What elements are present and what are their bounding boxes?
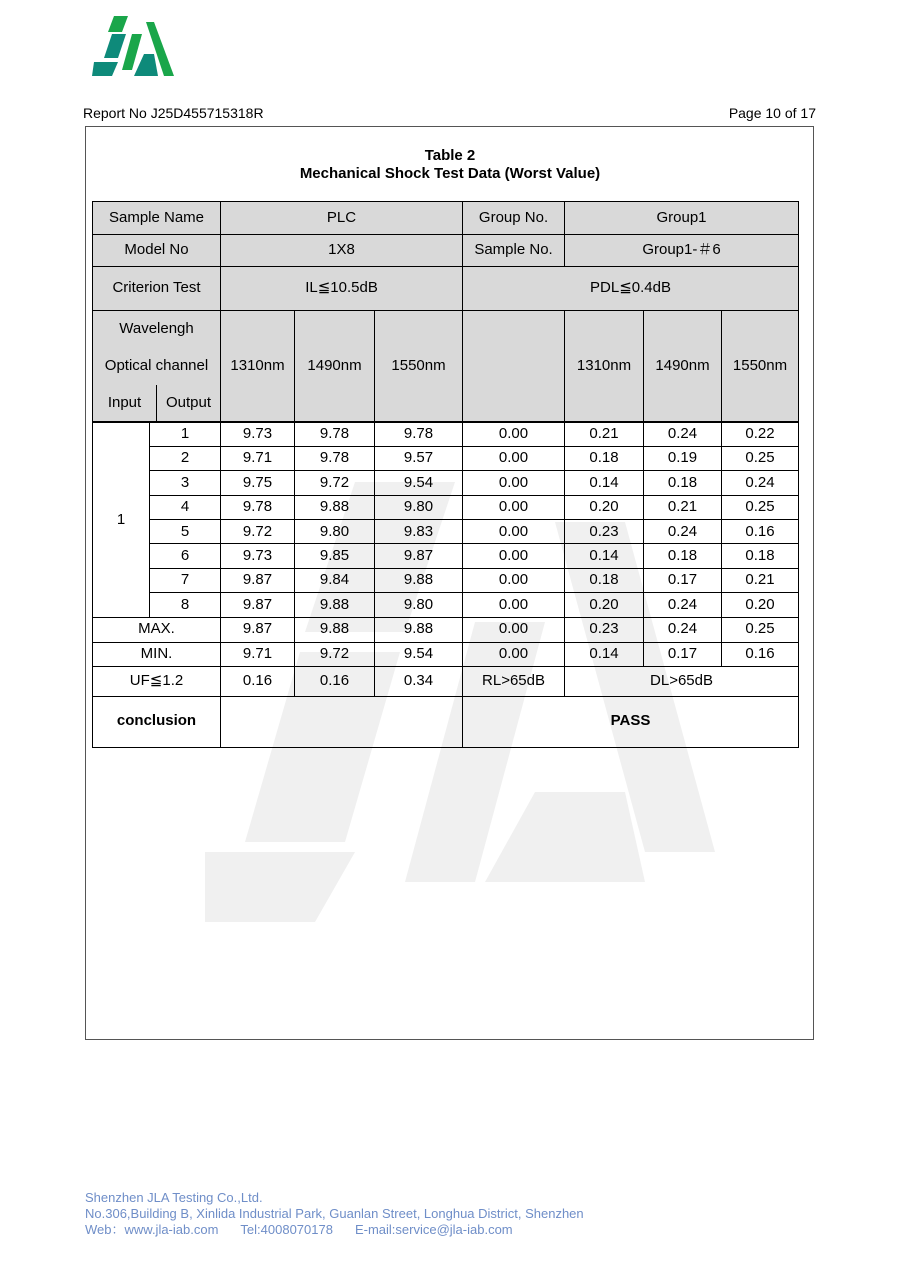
conclusion-row xyxy=(93,696,799,747)
optical-channel-label: Optical channel xyxy=(104,357,209,375)
table-title xyxy=(0,147,900,183)
il-wavelength-1310: 1310nm xyxy=(221,311,295,423)
measurement-cell: 9.78 xyxy=(295,422,375,446)
sample-name-row xyxy=(93,202,799,235)
model-no-value: 1X8 xyxy=(221,235,463,267)
il-wavelength-1550: 1550nm xyxy=(375,311,463,423)
max-row xyxy=(93,617,799,642)
min-row xyxy=(93,642,799,666)
pdl-wavelength-1310: 1310nm xyxy=(565,311,644,423)
measurement-cell: 0.14 xyxy=(565,544,644,568)
measurement-cell: 0.24 xyxy=(722,471,799,495)
output-value: 8 xyxy=(150,593,221,617)
measurement-cell: 0.16 xyxy=(722,520,799,544)
measurement-cell: 0.24 xyxy=(644,422,722,446)
blank-header-cell xyxy=(463,311,565,423)
measurement-cell: 9.88 xyxy=(295,593,375,617)
measurement-cell: 0.18 xyxy=(644,544,722,568)
measurement-cell: 0.21 xyxy=(644,495,722,519)
max-value: 0.24 xyxy=(644,617,722,642)
measurement-cell: 0.00 xyxy=(463,495,565,519)
model-no-row xyxy=(93,235,799,267)
measurement-cell: 9.88 xyxy=(375,568,463,592)
max-value: 9.88 xyxy=(295,617,375,642)
measurement-cell: 9.87 xyxy=(375,544,463,568)
measurement-cell: 0.18 xyxy=(644,471,722,495)
measurement-cell: 0.23 xyxy=(565,520,644,544)
measurement-cell: 0.14 xyxy=(565,471,644,495)
measurement-cell: 9.87 xyxy=(221,568,295,592)
output-label: Output xyxy=(166,393,212,411)
measurement-cell: 0.20 xyxy=(565,495,644,519)
min-value: 9.72 xyxy=(295,642,375,666)
measurement-cell: 9.78 xyxy=(221,495,295,519)
measurement-cell: 0.21 xyxy=(565,422,644,446)
min-value: 9.71 xyxy=(221,642,295,666)
measurement-cell: 0.19 xyxy=(644,446,722,470)
output-value: 6 xyxy=(150,544,221,568)
footer-company: Shenzhen JLA Testing Co.,Ltd. xyxy=(85,1190,263,1205)
output-value: 2 xyxy=(150,446,221,470)
min-value: 0.00 xyxy=(463,642,565,666)
sample-name-label: Sample Name xyxy=(93,202,221,235)
measurement-cell: 9.85 xyxy=(295,544,375,568)
measurement-cell: 0.24 xyxy=(644,593,722,617)
measurement-cell: 9.75 xyxy=(221,471,295,495)
uf-value: 0.34 xyxy=(375,666,463,696)
output-value: 5 xyxy=(150,520,221,544)
sample-no-label: Sample No. xyxy=(463,235,565,267)
output-value: 3 xyxy=(150,471,221,495)
page-number: Page 10 of 17 xyxy=(728,105,816,121)
min-label: MIN. xyxy=(93,642,221,666)
measurement-cell: 9.73 xyxy=(221,422,295,446)
footer-contact xyxy=(85,1222,584,1238)
pdl-wavelength-1550: 1550nm xyxy=(722,311,799,423)
input-value: 1 xyxy=(93,422,150,617)
measurement-cell: 0.18 xyxy=(565,446,644,470)
uf-value: 0.16 xyxy=(295,666,375,696)
sample-no-value: Group1-＃6 xyxy=(565,235,799,267)
measurement-cell: 9.87 xyxy=(221,593,295,617)
measurement-cell: 9.80 xyxy=(375,593,463,617)
criterion-pdl: PDL≦0.4dB xyxy=(463,267,799,311)
measurement-cell: 9.80 xyxy=(295,520,375,544)
measurement-cell: 9.78 xyxy=(295,446,375,470)
mechanical-shock-table xyxy=(92,201,799,748)
sample-name-value: PLC xyxy=(221,202,463,235)
footer-email: E-mail:service@jla-iab.com xyxy=(354,1222,513,1237)
measurement-cell: 0.17 xyxy=(644,568,722,592)
max-value: 0.25 xyxy=(722,617,799,642)
table-row xyxy=(93,544,799,568)
table-row xyxy=(93,495,799,519)
measurement-cell: 9.57 xyxy=(375,446,463,470)
table-subtitle: Mechanical Shock Test Data (Worst Value) xyxy=(299,165,601,182)
min-value: 0.17 xyxy=(644,642,722,666)
measurement-cell: 0.20 xyxy=(565,593,644,617)
measurement-cell: 9.83 xyxy=(375,520,463,544)
conclusion-label: conclusion xyxy=(93,696,221,747)
table-row xyxy=(93,593,799,617)
wavelength-header-row xyxy=(93,311,799,423)
max-label: MAX. xyxy=(93,617,221,642)
table-row xyxy=(93,422,799,446)
data-rows xyxy=(93,422,799,617)
measurement-cell: 9.73 xyxy=(221,544,295,568)
measurement-cell: 0.00 xyxy=(463,471,565,495)
uf-value: 0.16 xyxy=(221,666,295,696)
measurement-cell: 0.18 xyxy=(722,544,799,568)
report-number: Report No J25D455715318R xyxy=(83,105,264,121)
max-value: 0.23 xyxy=(565,617,644,642)
wavelength-label: Wavelengh xyxy=(93,311,220,348)
criterion-row xyxy=(93,267,799,311)
measurement-cell: 9.71 xyxy=(221,446,295,470)
measurement-cell: 0.00 xyxy=(463,520,565,544)
uf-label: UF≦1.2 xyxy=(93,666,221,696)
uf-row xyxy=(93,666,799,696)
output-value: 7 xyxy=(150,568,221,592)
pdl-wavelength-1490: 1490nm xyxy=(644,311,722,423)
table-number: Table 2 xyxy=(424,147,476,164)
measurement-cell: 0.25 xyxy=(722,495,799,519)
model-no-label: Model No xyxy=(93,235,221,267)
input-label: Input xyxy=(93,385,157,421)
table-row xyxy=(93,446,799,470)
measurement-cell: 9.72 xyxy=(295,471,375,495)
measurement-cell: 0.00 xyxy=(463,446,565,470)
measurement-cell: 9.72 xyxy=(221,520,295,544)
conclusion-blank xyxy=(221,696,463,747)
measurement-cell: 0.21 xyxy=(722,568,799,592)
measurement-cell: 0.00 xyxy=(463,544,565,568)
measurement-cell: 0.20 xyxy=(722,593,799,617)
measurement-cell: 0.00 xyxy=(463,568,565,592)
footer xyxy=(85,1190,584,1238)
max-value: 0.00 xyxy=(463,617,565,642)
min-value: 0.16 xyxy=(722,642,799,666)
measurement-cell: 9.84 xyxy=(295,568,375,592)
min-value: 0.14 xyxy=(565,642,644,666)
footer-tel: Tel:4008070178 xyxy=(240,1222,333,1237)
measurement-cell: 9.54 xyxy=(375,471,463,495)
measurement-cell: 0.22 xyxy=(722,422,799,446)
footer-web: Web：www.jla-iab.com xyxy=(85,1222,219,1237)
dl-value: DL>65dB xyxy=(565,666,799,696)
output-value: 1 xyxy=(150,422,221,446)
measurement-cell: 9.88 xyxy=(295,495,375,519)
measurement-cell: 0.00 xyxy=(463,422,565,446)
max-value: 9.87 xyxy=(221,617,295,642)
il-wavelength-1490: 1490nm xyxy=(295,311,375,423)
measurement-cell: 9.78 xyxy=(375,422,463,446)
measurement-cell: 0.24 xyxy=(644,520,722,544)
wavelength-channel-cell xyxy=(93,311,221,423)
table-row xyxy=(93,471,799,495)
measurement-cell: 0.18 xyxy=(565,568,644,592)
group-no-label: Group No. xyxy=(463,202,565,235)
measurement-cell: 0.25 xyxy=(722,446,799,470)
table-row xyxy=(93,520,799,544)
conclusion-value: PASS xyxy=(463,696,799,747)
jla-logo-icon xyxy=(92,14,176,80)
rl-value: RL>65dB xyxy=(463,666,565,696)
group-no-value: Group1 xyxy=(565,202,799,235)
output-value: 4 xyxy=(150,495,221,519)
table-row xyxy=(93,568,799,592)
min-value: 9.54 xyxy=(375,642,463,666)
criterion-label: Criterion Test xyxy=(93,267,221,311)
measurement-cell: 9.80 xyxy=(375,495,463,519)
measurement-cell: 0.00 xyxy=(463,593,565,617)
max-value: 9.88 xyxy=(375,617,463,642)
criterion-il: IL≦10.5dB xyxy=(221,267,463,311)
footer-address: No.306,Building B, Xinlida Industrial Park, Guanlan Street, Longhua District, Shenzhen xyxy=(85,1206,584,1221)
